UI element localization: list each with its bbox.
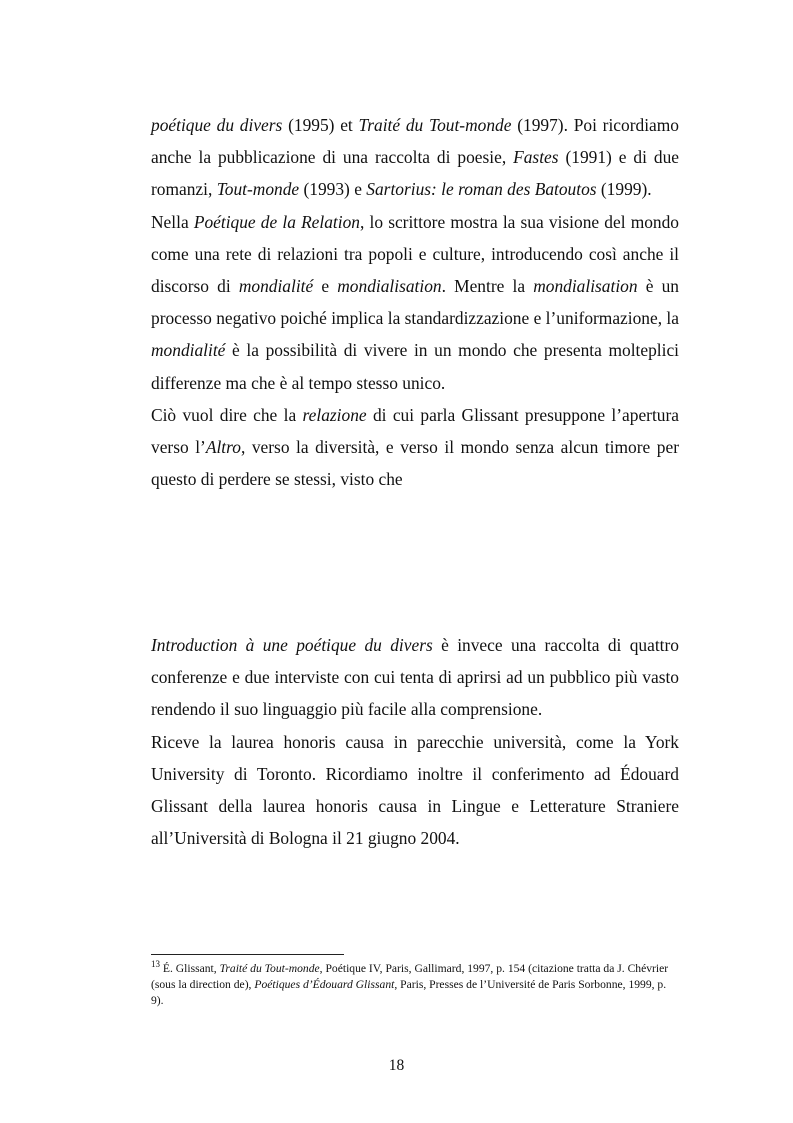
paragraph-introduction: Introduction à une poétique du divers è invece una raccolta di quattro conferenze e due interviste con cui tenta di aprirsi ad un pubblico più vasto rendendo il suo linguaggio più facile alla comprensione. xyxy=(151,635,679,720)
paragraph-glissant-works: poétique du divers (1995) et Traité du Tout-monde (1997). Poi ricordiamo anche la pubblicazione di una raccolta di poesie, Fastes (1991) e di due romanzi, Tout-monde (1993) e Sartorius: le roman des Batoutos (1999). xyxy=(151,115,679,200)
page-number: 18 xyxy=(388,1057,405,1074)
body-text-upper xyxy=(151,109,679,495)
footnote-number: 13 xyxy=(151,959,160,969)
body-text-lower xyxy=(151,629,679,854)
footnote: $^{13}$ É. Glissant, Traité du Tout-monde, Poétique IV, Paris, Gallimard, 1997, p. 154 (citazione tratta da J. Chévrier (sous la direction de), Poétiques d’Édouard Glissant, Paris, Presses de l’Université de Paris Sorbonne, 1999, p. 9). xyxy=(151,959,669,1007)
paragraph-relazione: Ciò vuol dire che la relazione di cui parla Glissant presuppone l’apertura verso l’Altro, verso la diversità, e verso il mondo senza alcun timore per questo di perdere se stessi, visto che xyxy=(151,404,679,490)
paragraph-poetique-relation: Nella Poétique de la Relation, lo scrittore mostra la sua visione del mondo come una rete di relazioni tra popoli e culture, introducendo così anche il discorso di mondialité e mondialisation. Mentre la mondialisation è un processo negativo poiché implica la standardizzazione e l’uniformazione, la mondialité è la possibilità di vivere in un mondo che presenta molteplici differenze ma che è al tempo stesso unico. xyxy=(151,211,679,393)
paragraph-laurea: Riceve la laurea honoris causa in parecchie università, come la York University di Toronto. Ricordiamo inoltre il conferimento ad Édouard Glissant della laurea honoris causa in Lingue e Letterature Straniere all’Università di Bologna il 21 giugno 2004. xyxy=(151,731,679,849)
footnote-divider xyxy=(151,954,344,955)
